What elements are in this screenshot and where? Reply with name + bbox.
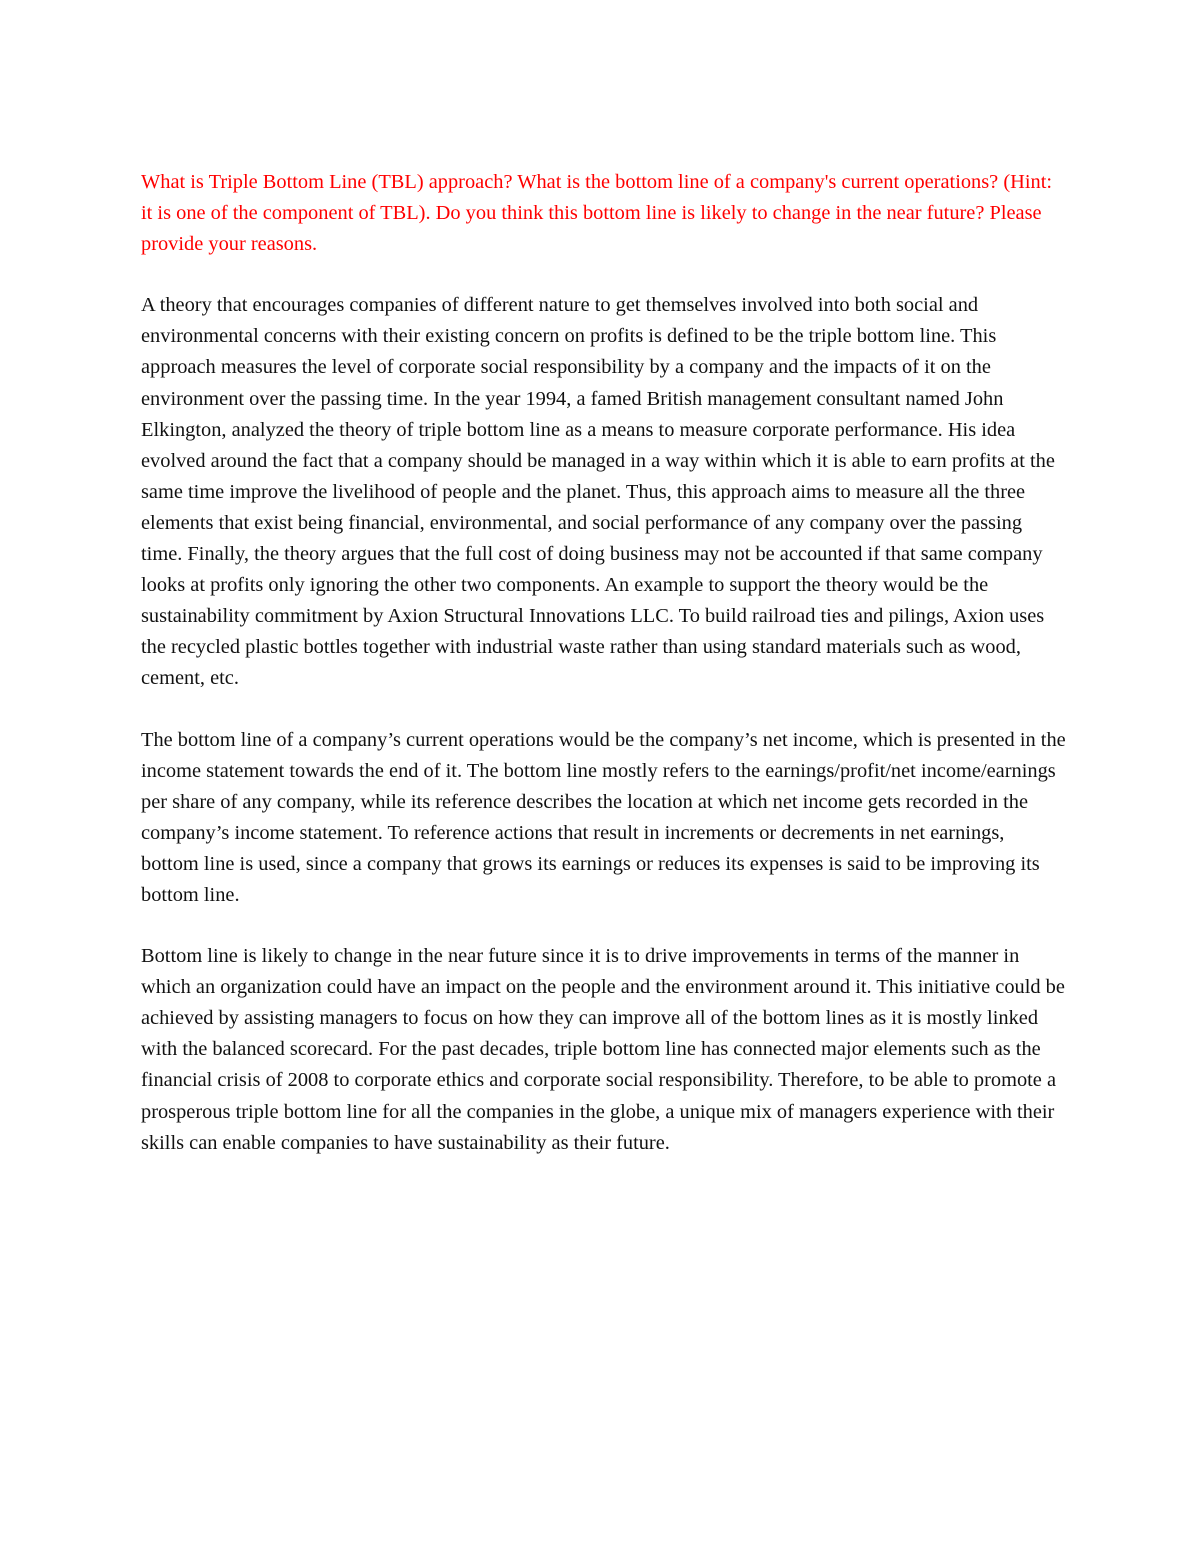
question-text: What is Triple Bottom Line (TBL) approach? What is the bottom line of a company's current operations? (Hint: it is one of the component of TBL). Do you think this bottom line is likely to change in the near future? Please provide your reasons.	[141, 171, 1053, 256]
answer-paragraph-bottom-line: The bottom line of a company’s current operations would be the company’s net income, which is presented in the income statement towards the end of it. The bottom line mostly refers to the earnings/profit/net income/earnings per share of any company, while its reference describes the location at which net income gets recorded in the company’s income statement. To reference actions that result in increments or decrements in net earnings, bottom line is used, since a company that grows its earnings or reduces its expenses is said to be improving its bottom line.	[141, 728, 1066, 906]
document-body	[141, 167, 1066, 1189]
answer-paragraph-tbl-definition: A theory that encourages companies of different nature to get themselves involved into both social and environmental concerns with their existing concern on profits is defined to be the triple bottom line. This approach measures the level of corporate social responsibility by a company and the impacts of it on the environment over the passing time. In the year 1994, a famed British management consultant named John Elkington, analyzed the theory of triple bottom line as a means to measure corporate performance. His idea evolved around the fact that a company should be managed in a way within which it is able to earn profits at the same time improve the livelihood of people and the planet. Thus, this approach aims to measure all the three elements that exist being financial, environmental, and social performance of any company over the passing time. Finally, the theory argues that the full cost of doing business may not be accounted if that same company looks at profits only ignoring the other two components. An example to support the theory would be the sustainability commitment by Axion Structural Innovations LLC. To build railroad ties and pilings, Axion uses the recycled plastic bottles together with industrial waste rather than using standard materials such as wood, cement, etc.	[141, 294, 1055, 690]
answer-paragraph-future-change: Bottom line is likely to change in the near future since it is to drive improvements in terms of the manner in which an organization could have an impact on the people and the environment around it. This initiative could be achieved by assisting managers to focus on how they can improve all of the bottom lines as it is mostly linked with the balanced scorecard. For the past decades, triple bottom line has connected major elements such as the financial crisis of 2008 to corporate ethics and corporate social responsibility. Therefore, to be able to promote a prosperous triple bottom line for all the companies in the globe, a unique mix of managers experience with their skills can enable companies to have sustainability as their future.	[141, 945, 1065, 1154]
